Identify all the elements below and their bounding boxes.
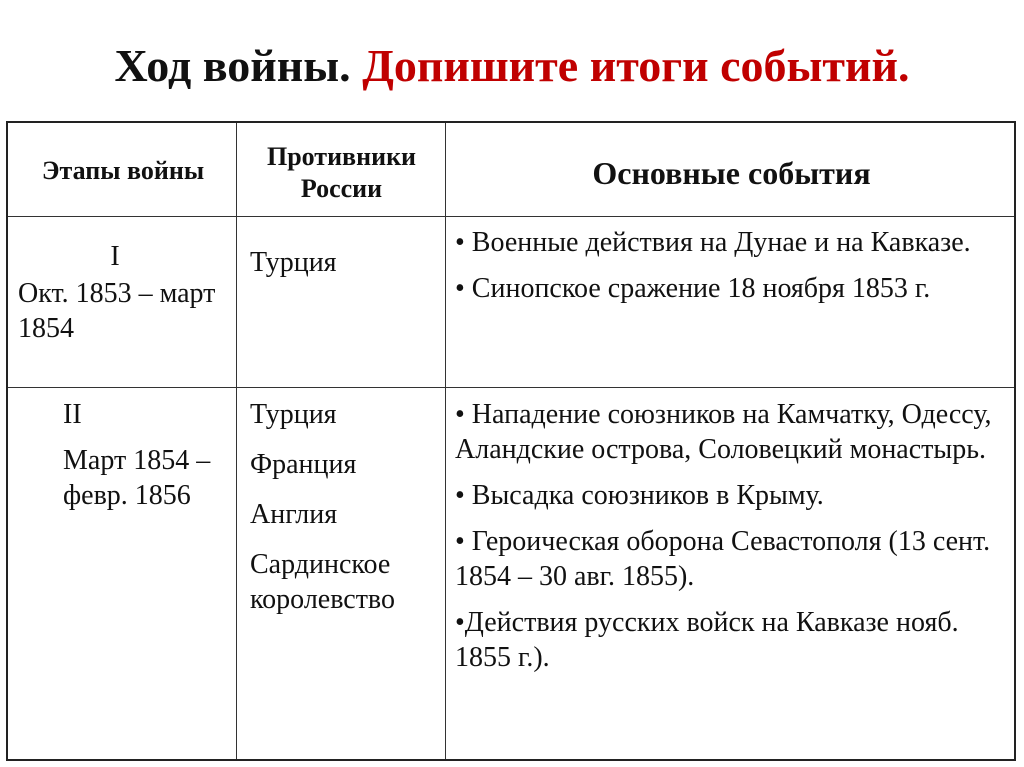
header-stages: Этапы войны [41, 156, 205, 185]
event-item: • Военные действия на Дунае и на Кавказе. [455, 227, 971, 258]
row-divider [8, 387, 1014, 388]
event-item: •Действия русских войск на Кавказе нояб. 1855 г.). [455, 607, 959, 673]
row-2-opponents [250, 397, 440, 617]
slide-title [0, 38, 1024, 94]
stage-number: II [63, 399, 82, 430]
column-divider [445, 123, 446, 759]
header-opponents: Противники России [266, 142, 417, 203]
opponent-name: Турция [250, 247, 337, 278]
row-2-stage [63, 397, 233, 513]
war-stages-table [6, 121, 1016, 761]
title-part-black: Ход войны. [114, 40, 351, 91]
opponent-name: Франция [250, 449, 357, 480]
event-item: • Высадка союзников в Крыму. [455, 480, 824, 511]
event-item: • Нападение союзников на Камчатку, Одессу, Аландские острова, Соловецкий монастырь. [455, 399, 992, 465]
stage-number: I [110, 241, 120, 272]
event-item: • Героическая оборона Севастополя (13 сент. 1854 – 30 авг. 1855). [455, 526, 991, 592]
event-item: • Синопское сражение 18 ноября 1853 г. [455, 273, 931, 304]
opponent-name: Англия [250, 499, 338, 530]
title-part-red: Допишите итоги событий. [362, 40, 910, 91]
opponent-name: Турция [250, 399, 337, 430]
column-divider [236, 123, 237, 759]
row-divider [8, 216, 1014, 217]
row-2-events [455, 397, 1010, 675]
header-events: Основные события [592, 155, 871, 191]
stage-dates: Март 1854 – февр. 1856 [63, 445, 211, 511]
row-1-events [455, 225, 1010, 306]
stage-dates: Окт. 1853 – март 1854 [18, 278, 216, 344]
row-1-stage [18, 239, 228, 346]
opponent-name: Сардинское королевство [250, 549, 395, 615]
row-1-opponents [250, 245, 440, 280]
